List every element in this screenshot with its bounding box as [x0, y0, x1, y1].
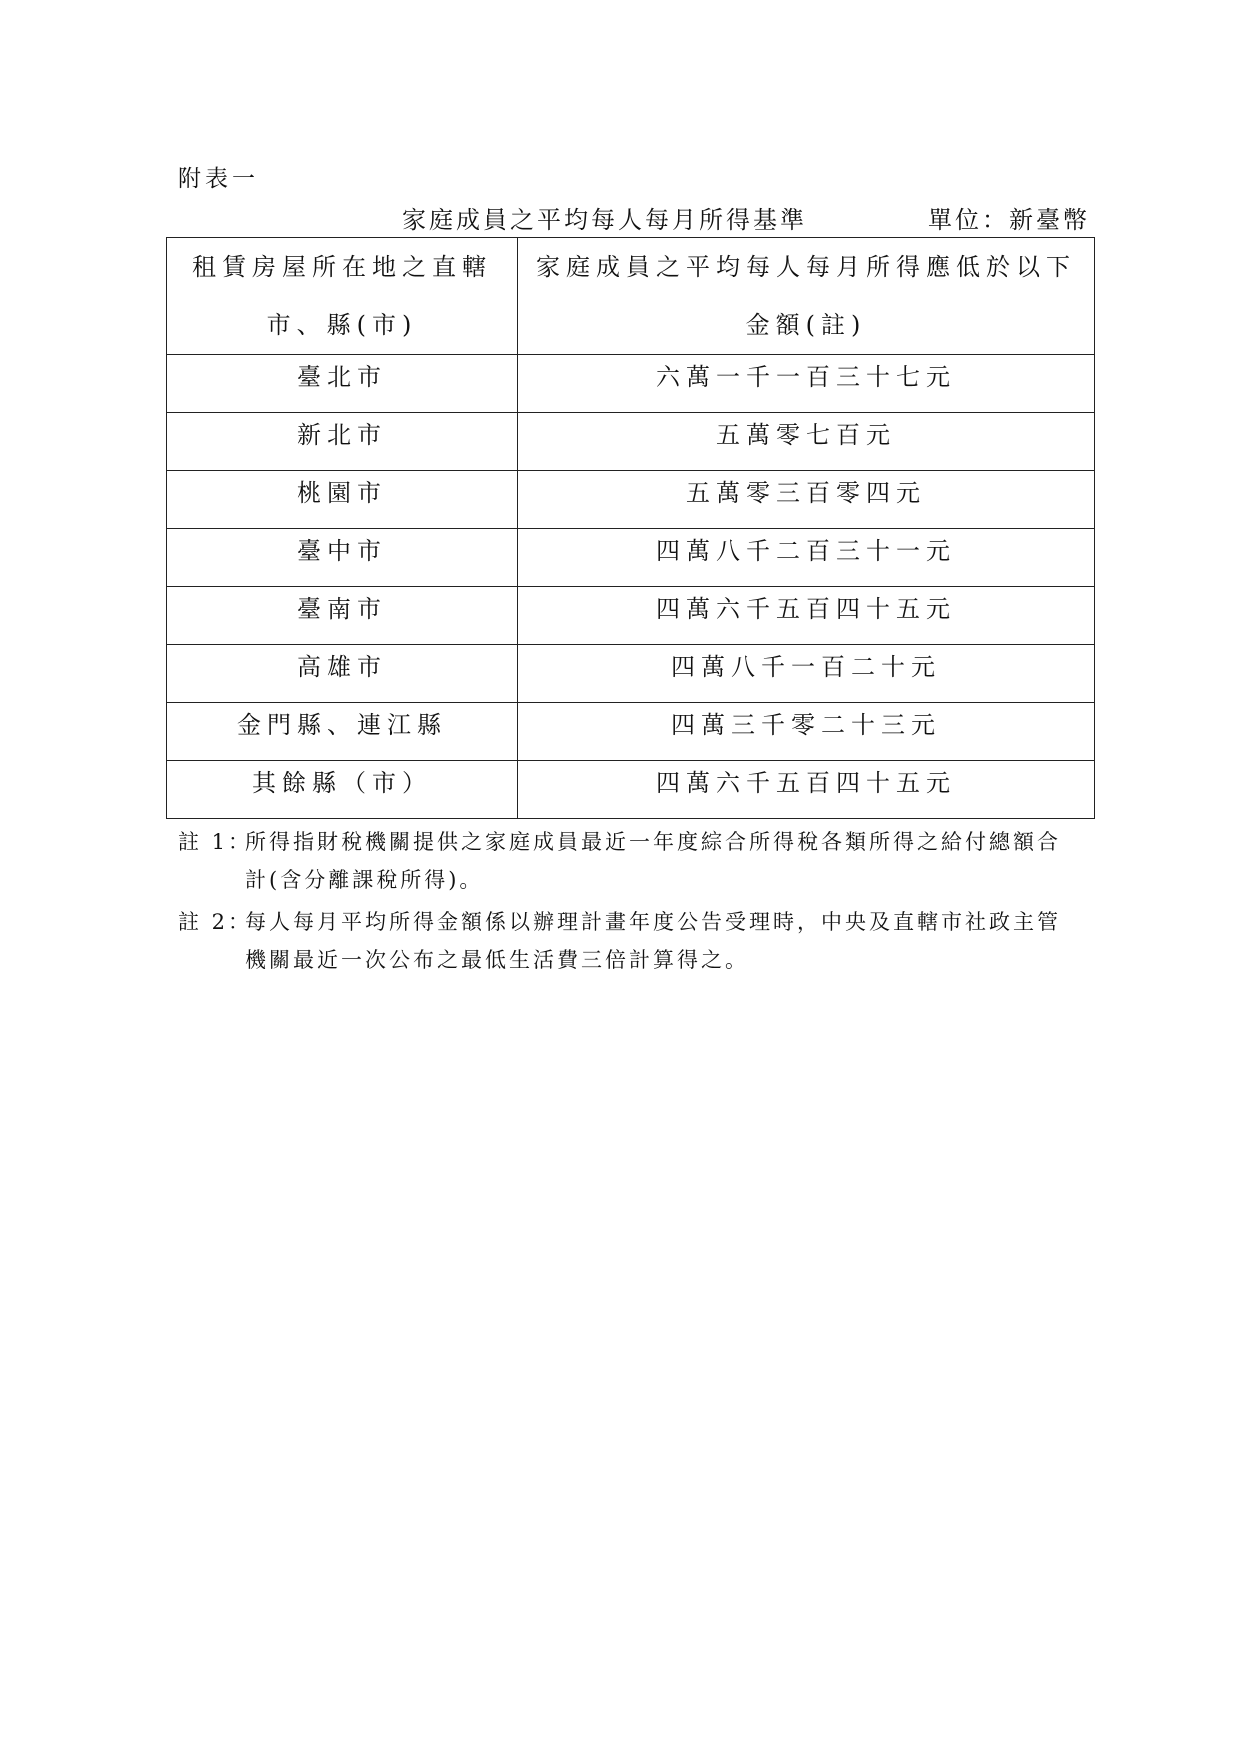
city-cell: 高雄市: [167, 645, 518, 703]
table-row: [167, 529, 1095, 587]
table-row: [167, 413, 1095, 471]
footnote-text: 所得指財稅機關提供之家庭成員最近一年度綜合所得稅各類所得之給付總額合計(含分離課稅所得)。: [245, 830, 1061, 892]
amount-column-header: [518, 238, 1095, 355]
amount-cell: 四萬三千零二十三元: [518, 703, 1095, 761]
amount-header-line2: 金額(註): [745, 311, 867, 339]
income-threshold-table: [166, 237, 1095, 819]
amount-cell: 四萬六千五百四十五元: [518, 587, 1095, 645]
table-row: [167, 703, 1095, 761]
city-cell: 新北市: [167, 413, 518, 471]
city-cell: 臺北市: [167, 355, 518, 413]
footnote: [178, 823, 1078, 899]
amount-cell: 四萬八千一百二十元: [518, 645, 1095, 703]
footnote: [178, 903, 1078, 979]
city-cell: 金門縣、連江縣: [167, 703, 518, 761]
table-header-row: [167, 238, 1095, 355]
city-header-line2: 市、縣(市): [266, 311, 418, 339]
table-row: [167, 471, 1095, 529]
footnote-label: 註 1：: [178, 830, 253, 854]
table-row: [167, 645, 1095, 703]
footnote-text: 每人每月平均所得金額係以辦理計畫年度公告受理時，中央及直轄市社政主管機關最近一次公布之最低生活費三倍計算得之。: [245, 910, 1061, 972]
amount-cell: 五萬零三百零四元: [518, 471, 1095, 529]
city-cell: 其餘縣（市）: [167, 761, 518, 819]
city-header-line1: 租賃房屋所在地之直轄: [192, 253, 492, 281]
amount-cell: 四萬六千五百四十五元: [518, 761, 1095, 819]
footnote-label: 註 2：: [178, 910, 253, 934]
city-cell: 臺中市: [167, 529, 518, 587]
table-title: 家庭成員之平均每人每月所得基準: [402, 206, 807, 234]
table-row: [167, 761, 1095, 819]
amount-cell: 五萬零七百元: [518, 413, 1095, 471]
city-cell: 桃園市: [167, 471, 518, 529]
footnotes: [178, 823, 1078, 983]
table-row: [167, 355, 1095, 413]
city-cell: 臺南市: [167, 587, 518, 645]
amount-header-line1: 家庭成員之平均每人每月所得應低於以下: [536, 253, 1076, 281]
unit-label: 單位：新臺幣: [928, 206, 1090, 234]
appendix-label: 附表一: [178, 166, 259, 192]
amount-cell: 四萬八千二百三十一元: [518, 529, 1095, 587]
amount-cell: 六萬一千一百三十七元: [518, 355, 1095, 413]
table-row: [167, 587, 1095, 645]
city-column-header: [167, 238, 518, 355]
